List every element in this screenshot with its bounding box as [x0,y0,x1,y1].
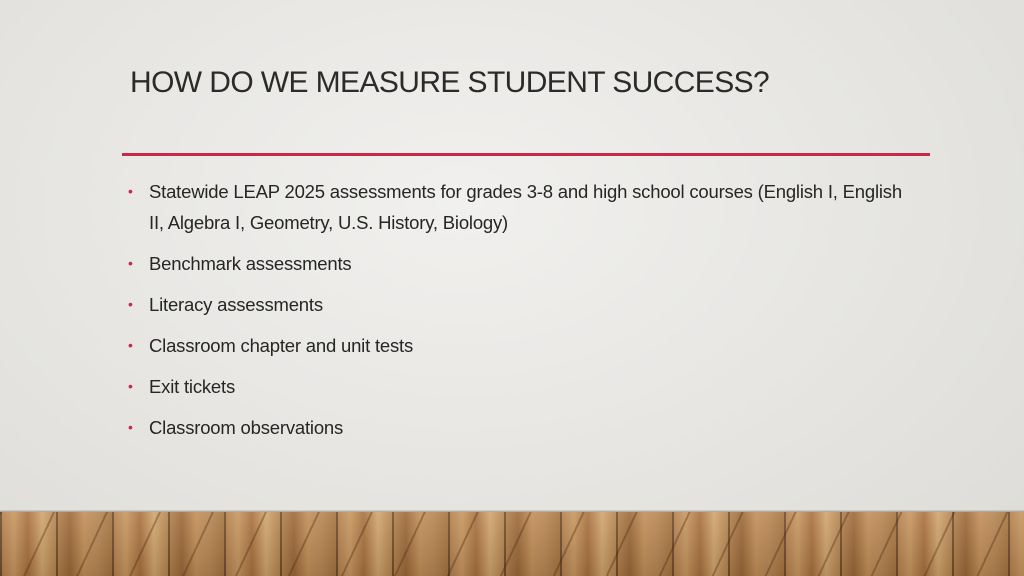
bullet-icon: • [128,296,133,312]
wood-floor-planks [0,512,1024,576]
list-item-text: Classroom chapter and unit tests [149,335,414,356]
bullet-icon: • [128,183,133,199]
list-item [128,176,908,238]
list-item-text: Literacy assessments [149,294,323,315]
list-item-text: Statewide LEAP 2025 assessments for grades 3-8 and high school courses (English I, English II, Algebra I, Geometry, U.S. History, Biology) [149,181,902,233]
list-item [128,371,908,402]
list-item-text: Classroom observations [149,417,344,438]
bullet-icon: • [128,255,133,271]
list-item [128,330,908,361]
bullet-list [128,176,908,453]
list-item [128,289,908,320]
title-divider [122,153,930,156]
bullet-icon: • [128,378,133,394]
slide-title: HOW DO WE MEASURE STUDENT SUCCESS? [130,66,770,99]
list-item-text: Benchmark assessments [149,253,352,274]
list-item [128,412,908,443]
bullet-icon: • [128,419,133,435]
bullet-icon: • [128,337,133,353]
list-item [128,248,908,279]
list-item-text: Exit tickets [149,376,236,397]
